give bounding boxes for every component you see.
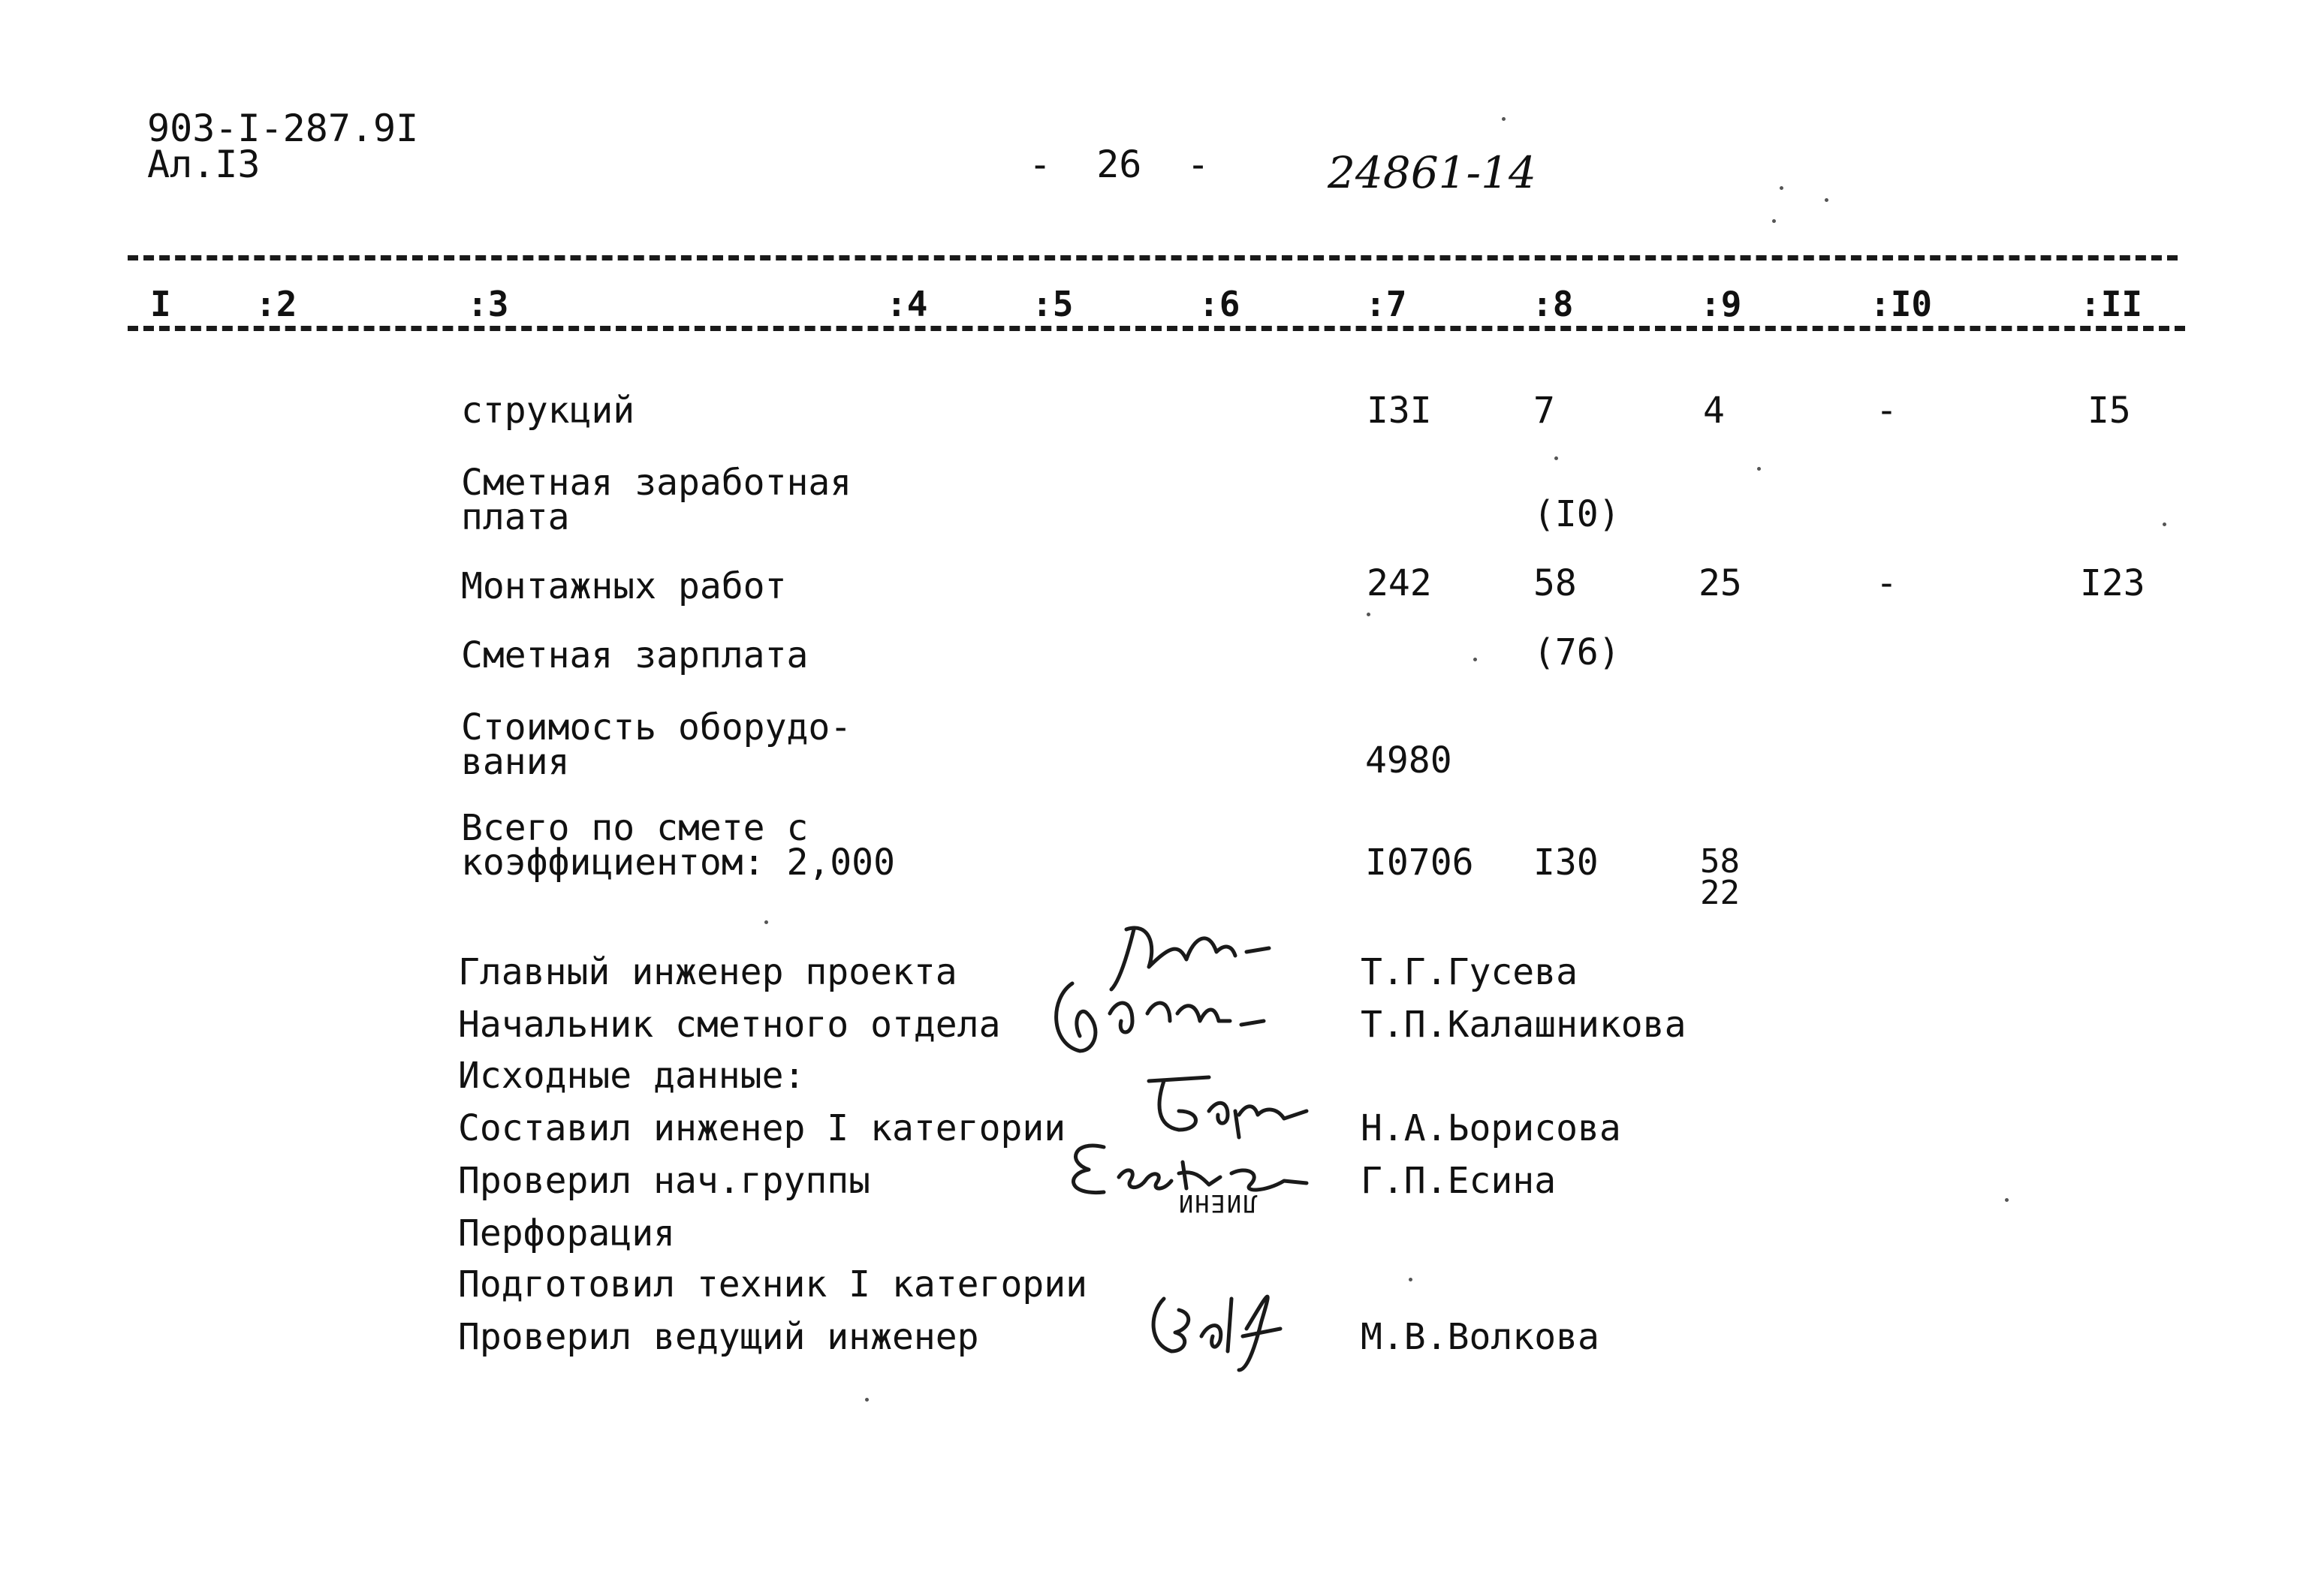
column-number: :3 [467,284,509,324]
cell-col7: I3I [1367,390,1432,432]
scan-speck [1409,1278,1412,1281]
signature-role: Перфорация [458,1212,675,1254]
cell-col8: 58 [1533,562,1577,604]
signature-role: Исходные данные: [458,1055,806,1097]
sheet-number: Ал.I3 [147,143,261,186]
cell-col8: (76) [1533,631,1620,673]
signature-volkova [1141,1276,1292,1374]
column-number: :II [2080,284,2143,324]
scan-speck [1757,467,1761,471]
signature-role: Начальник сметного отдела [458,1004,1001,1046]
cell-col10: - [1876,390,1898,432]
cell-col7: 4980 [1365,739,1452,781]
handwritten-number: 24861-14 [1328,147,1536,198]
cell-col8: (I0) [1533,493,1620,535]
page-number: - 26 - [1029,143,1210,186]
document-code: 903-I-287.9I [147,107,419,150]
signature-role: Проверил ведущий инженер [458,1316,979,1358]
column-number: :8 [1532,284,1574,324]
column-number: :4 [886,284,928,324]
scan-speck [764,920,768,924]
row-label: коэффициентом: 2,000 [461,842,895,884]
scan-speck [2163,522,2166,526]
signature-name: Г.П.Есина [1361,1160,1557,1202]
row-label: Всего по смете с [461,807,809,849]
cell-col7: I0706 [1365,842,1474,884]
row-label: вания [461,741,570,783]
signature-role: Подготовил техник I категории [458,1263,1088,1305]
cell-col11: I5 [2087,390,2131,432]
scan-speck [1554,456,1558,460]
column-number: :I0 [1870,284,1933,324]
signature-name: М.В.Волкова [1361,1316,1599,1358]
signature-role: Главный инженер проекта [458,951,957,993]
cell-col10: - [1876,562,1898,604]
row-label: Сметная заработная [461,462,852,504]
scan-speck [2005,1198,2009,1202]
scan-speck [1367,613,1370,616]
header-dashed-rule [128,255,2178,260]
signature-role: Проверил нач.группы [458,1160,871,1202]
cell-col7: 242 [1367,562,1432,604]
column-number: :5 [1032,284,1074,324]
row-label: Сметная зарплата [461,634,809,676]
scan-speck [1825,198,1828,202]
row-label: плата [461,496,570,538]
column-number: :9 [1700,284,1742,324]
row-label: Монтажных работ [461,565,787,607]
cell-col9: 25 [1699,562,1742,604]
scan-speck [1502,117,1506,121]
cell-col9: 58 [1700,842,1740,881]
signature-kalashnikova [1050,968,1275,1058]
column-number: :6 [1198,284,1240,324]
signature-name: Н.А.Ьорисова [1361,1107,1621,1149]
cell-col9: 22 [1700,874,1740,912]
stamp-text: ЛИЕНИ [1177,1189,1258,1218]
signature-name: Т.П.Калашникова [1361,1004,1687,1046]
signature-role: Составил инженер I категории [458,1107,1066,1149]
row-label: Стоимость оборудо- [461,706,852,748]
column-number: I [150,284,171,324]
cell-col11: I23 [2080,562,2145,604]
scan-speck [865,1398,869,1402]
cell-col9: 4 [1703,390,1725,432]
signature-name: Т.Г.Гусева [1361,951,1578,993]
cell-col8: I30 [1533,842,1599,884]
column-number: :2 [255,284,297,324]
cell-col8: 7 [1533,390,1555,432]
scan-speck [1780,186,1783,190]
column-number: :7 [1365,284,1407,324]
scan-speck [1473,658,1477,661]
scan-speck [1772,219,1776,223]
column-dashed-rule [128,326,2185,331]
row-label: струкций [461,390,635,432]
